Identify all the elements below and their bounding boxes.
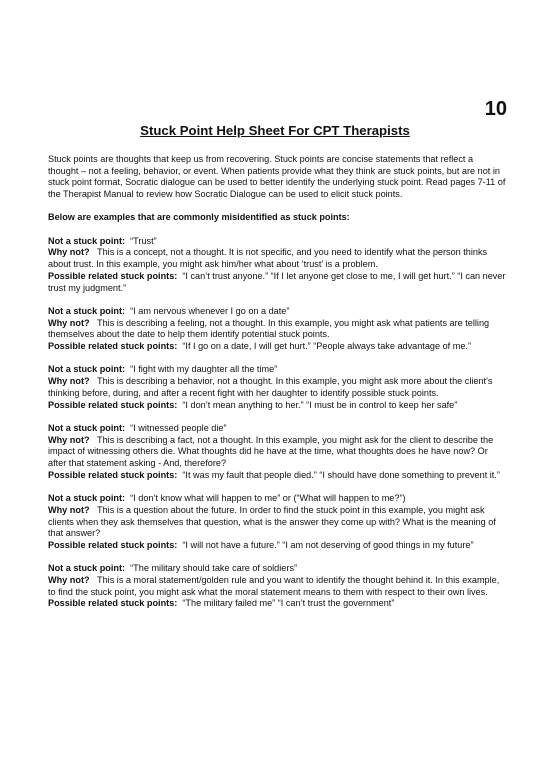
why-not-label: Why not? — [48, 317, 90, 328]
not-stuck-point-text: “The military should take care of soldiers” — [130, 563, 297, 574]
example-item — [48, 563, 506, 610]
possible-text: “The military failed me” “I can’t trust the government” — [182, 598, 395, 609]
possible-label: Possible related stuck points: — [48, 539, 178, 550]
possible-label: Possible related stuck points: — [48, 341, 178, 352]
not-stuck-point-text: “Trust” — [130, 235, 157, 246]
possible-label: Possible related stuck points: — [48, 598, 178, 609]
possible-text: “I can’t trust anyone.” “If I let anyone get close to me, I will get hurt.” “I can never trust my judgment.” — [48, 270, 506, 293]
not-stuck-point-label: Not a stuck point: — [48, 422, 126, 433]
why-not-line — [48, 505, 506, 540]
why-not-line — [48, 247, 506, 270]
not-stuck-point-text: “I am nervous whenever I go on a date” — [130, 305, 290, 316]
example-item — [48, 423, 506, 482]
not-stuck-point-label: Not a stuck point: — [48, 364, 126, 375]
not-stuck-point-line — [48, 493, 506, 505]
possible-text: “I don’t mean anything to her.” “I must be in control to keep her safe” — [182, 399, 458, 410]
not-stuck-point-line — [48, 423, 506, 435]
not-stuck-point-text: “I don’t know what will happen to me” or (“What will happen to me?”) — [130, 493, 406, 504]
why-not-text: This is describing a behavior, not a thought. In this example, you might ask more about the client’s thinking before, during, and after a recent fight with her daughter to identify possible stuck points. — [48, 376, 493, 398]
why-not-line — [48, 435, 506, 470]
page-number: 10 — [484, 98, 507, 120]
why-not-text: This is a moral statement/golden rule and you want to identify the thought behind it. In this example, to find the stuck point, you might ask what the moral statement means to them with respect to their own lives. — [48, 575, 500, 597]
possible-line — [48, 271, 506, 294]
not-stuck-point-text: “I fight with my daughter all the time” — [130, 364, 278, 375]
not-stuck-point-line — [48, 306, 506, 318]
why-not-label: Why not? — [48, 376, 90, 387]
possible-text: “It was my fault that people died.” “I should have done something to prevent it.” — [182, 469, 500, 480]
why-not-line — [48, 575, 506, 598]
why-not-label: Why not? — [48, 434, 90, 445]
why-not-line — [48, 376, 506, 399]
document-body — [48, 154, 506, 622]
example-item — [48, 364, 506, 411]
not-stuck-point-label: Not a stuck point: — [48, 235, 126, 246]
not-stuck-point-label: Not a stuck point: — [48, 563, 126, 574]
example-item — [48, 306, 506, 353]
possible-label: Possible related stuck points: — [48, 270, 178, 281]
why-not-label: Why not? — [48, 575, 90, 586]
possible-label: Possible related stuck points: — [48, 399, 178, 410]
possible-line — [48, 540, 506, 552]
not-stuck-point-line — [48, 364, 506, 376]
why-not-line — [48, 318, 506, 341]
why-not-text: This is a concept, not a thought. It is not specific, and you need to identify what the person thinks about trust. In this example, you might ask him/her what about ‘trust’ is a problem. — [48, 247, 488, 270]
intro-paragraph: Stuck points are thoughts that keep us from recovering. Stuck points are concise statements that reflect a thought – not a feeling, behavior, or event. When patients provide what they think are stuck points, but are not in stuck point format, Socratic dialogue can be used to better identify the underlying stuck point. Read pages 7-11 of the Therapist Manual to review how Socratic Dialogue can be used to elicit stuck points. — [48, 154, 506, 200]
not-stuck-point-label: Not a stuck point: — [48, 305, 126, 316]
page-title: Stuck Point Help Sheet For CPT Therapists — [140, 123, 410, 138]
why-not-label: Why not? — [48, 504, 90, 515]
section-heading: Below are examples that are commonly misidentified as stuck points: — [48, 212, 350, 223]
why-not-text: This is describing a fact, not a thought. In this example, you might ask for the client to describe the impact of witnessing others die. What thoughts did he have at the time, what thoughts does he have now? Or after that statement asking - And, therefore? — [48, 434, 494, 469]
not-stuck-point-line — [48, 563, 506, 575]
not-stuck-point-label: Not a stuck point: — [48, 493, 126, 504]
why-not-text: This is a question about the future. In order to find the stuck point in this example, you might ask clients when they ask themselves that question, what is the answer they come up with? What is the meaning of that answer? — [48, 504, 496, 539]
not-stuck-point-line — [48, 236, 506, 248]
not-stuck-point-text: “I witnessed people die” — [130, 422, 227, 433]
possible-line — [48, 400, 506, 412]
possible-text: “I will not have a future.” “I am not deserving of good things in my future” — [182, 539, 474, 550]
possible-line — [48, 470, 506, 482]
example-item — [48, 236, 506, 295]
example-item — [48, 493, 506, 552]
possible-text: “If I go on a date, I will get hurt.” “People always take advantage of me.” — [182, 341, 471, 352]
possible-label: Possible related stuck points: — [48, 469, 178, 480]
why-not-label: Why not? — [48, 247, 90, 258]
possible-line — [48, 341, 506, 353]
why-not-text: This is describing a feeling, not a thought. In this example, you might ask what patients are telling themselves about the date to help them identify potential stuck points. — [48, 317, 490, 340]
possible-line — [48, 598, 506, 610]
